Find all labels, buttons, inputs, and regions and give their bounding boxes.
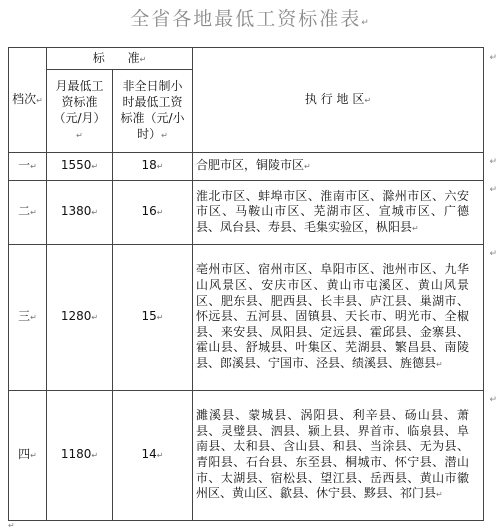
paragraph-mark-icon: ↵ [489, 249, 497, 259]
row-monthly [47, 245, 113, 391]
paragraph-mark-icon: ↵ [76, 131, 83, 140]
paragraph-mark-icon: ↵ [91, 208, 99, 218]
row-monthly-text: 1380 [60, 204, 92, 219]
row-level [9, 181, 47, 245]
paragraph-mark-icon: ↵ [361, 18, 369, 28]
header-area [193, 48, 497, 153]
row-monthly-text: 1550 [60, 158, 92, 173]
paragraph-mark-icon: ↵ [489, 53, 497, 63]
paragraph-mark-icon: ↵ [91, 451, 99, 461]
row-hourly-text: 18 [141, 158, 157, 173]
table-row [9, 391, 484, 521]
paragraph-mark-icon: ↵ [489, 157, 497, 167]
paragraph-mark-icon: ↵ [36, 96, 43, 105]
row-monthly-text: 1180 [60, 447, 92, 462]
document-title [0, 4, 499, 31]
row-hourly-text: 16 [141, 204, 157, 219]
paragraph-mark-icon: ↵ [30, 313, 37, 323]
paragraph-mark-icon: ↵ [156, 162, 164, 172]
row-hourly-text: 15 [141, 309, 157, 324]
paragraph-mark-icon: ↵ [161, 131, 168, 140]
paragraph-mark-icon: ↵ [412, 223, 419, 233]
paragraph-mark-icon: ↵ [364, 96, 372, 105]
header-row-1 [9, 48, 484, 70]
row-monthly [47, 153, 113, 181]
paragraph-mark-icon: ↵ [436, 359, 443, 369]
header-monthly [47, 70, 113, 153]
row-monthly [47, 391, 113, 521]
paragraph-mark-icon: ↵ [489, 185, 497, 195]
row-level [9, 245, 47, 391]
header-hourly [113, 70, 193, 153]
row-level-text: 一 [18, 158, 31, 173]
row-monthly-text: 1280 [60, 309, 92, 324]
paragraph-mark-icon: ↵ [489, 395, 497, 405]
table-row [9, 245, 484, 391]
paragraph-mark-icon: ↵ [30, 208, 37, 218]
row-hourly [113, 245, 193, 391]
row-monthly [47, 181, 113, 245]
row-hourly-text: 14 [141, 447, 157, 462]
header-area-label: 执 行 地 区 [304, 92, 365, 106]
table-row [9, 153, 484, 181]
paragraph-mark-icon: ↵ [30, 451, 37, 461]
paragraph-mark-icon: ↵ [91, 313, 99, 323]
paragraph-mark-icon: ↵ [304, 162, 311, 172]
row-areas [193, 245, 497, 391]
header-level-label: 档次 [12, 92, 37, 106]
header-monthly-label: 月最低工资标准（元/月） [53, 79, 106, 125]
row-level-text: 二 [18, 204, 31, 219]
row-hourly [113, 181, 193, 245]
paragraph-mark-icon: ↵ [91, 162, 99, 172]
paragraph-mark-icon: ↵ [156, 451, 164, 461]
paragraph-mark-icon: ↵ [156, 208, 164, 218]
header-level [9, 48, 47, 153]
paragraph-mark-icon: ↵ [436, 490, 443, 500]
row-areas [193, 153, 497, 181]
row-level-text: 三 [18, 309, 31, 324]
paragraph-mark-icon: ↵ [139, 54, 147, 64]
row-hourly [113, 391, 193, 521]
paragraph-mark-icon: ↵ [30, 162, 37, 172]
row-hourly [113, 153, 193, 181]
title-text: 全省各地最低工资标准表 [130, 8, 362, 30]
row-level [9, 391, 47, 521]
min-wage-table [8, 47, 497, 521]
table-row [9, 181, 484, 245]
row-areas [193, 181, 497, 245]
paragraph-mark-icon: ↵ [156, 313, 164, 323]
row-areas-text: 合肥市区，铜陵市区 [196, 158, 305, 173]
header-standard [47, 48, 193, 70]
row-areas [193, 391, 497, 521]
row-areas-text: 濉溪县、蒙城县、涡阳县、利辛县、砀山县、萧县、灵璧县、泗县、颍上县、界首市、临泉县、阜南县、太和县、含山县、和县、当涂县、无为县、青阳县、石台县、东至县、桐城市、怀宁县、潜山市、太湖县、宿松县、望江县、岳西县、黄山市徽州区、黄山区、歙县、休宁县、黟县、祁门县 [196, 408, 469, 501]
paragraph-mark-icon: ↵ [8, 521, 15, 530]
row-level [9, 153, 47, 181]
header-standard-label: 标 准 [92, 50, 140, 65]
row-areas-text: 淮北市区、蚌埠市区、淮南市区、滁州市区、六安市区、马鞍山市区、芜湖市区、宣城市区、广德县、凤台县、寿县、毛集实验区，枞阳县 [196, 188, 469, 234]
header-hourly-label: 非全日制小时最低工资标准（元/小时） [120, 79, 185, 141]
row-areas-text: 亳州市区、宿州市区、阜阳市区、池州市区、九华山风景区、安庆市区、黄山市屯溪区、黄山风景区、肥东县、肥西县、长丰县、庐江县、巢湖市、怀远县、五河县、固镇县、天长市、明光市、全椒县、来安县、凤阳县、定远县、霍邱县、金寨县、霍山县、舒城县、叶集区、芜湖县、繁昌县、南陵县、郎溪县、宁国市、泾县、绩溪县、旌德县 [196, 262, 469, 370]
row-level-text: 四 [18, 447, 31, 462]
